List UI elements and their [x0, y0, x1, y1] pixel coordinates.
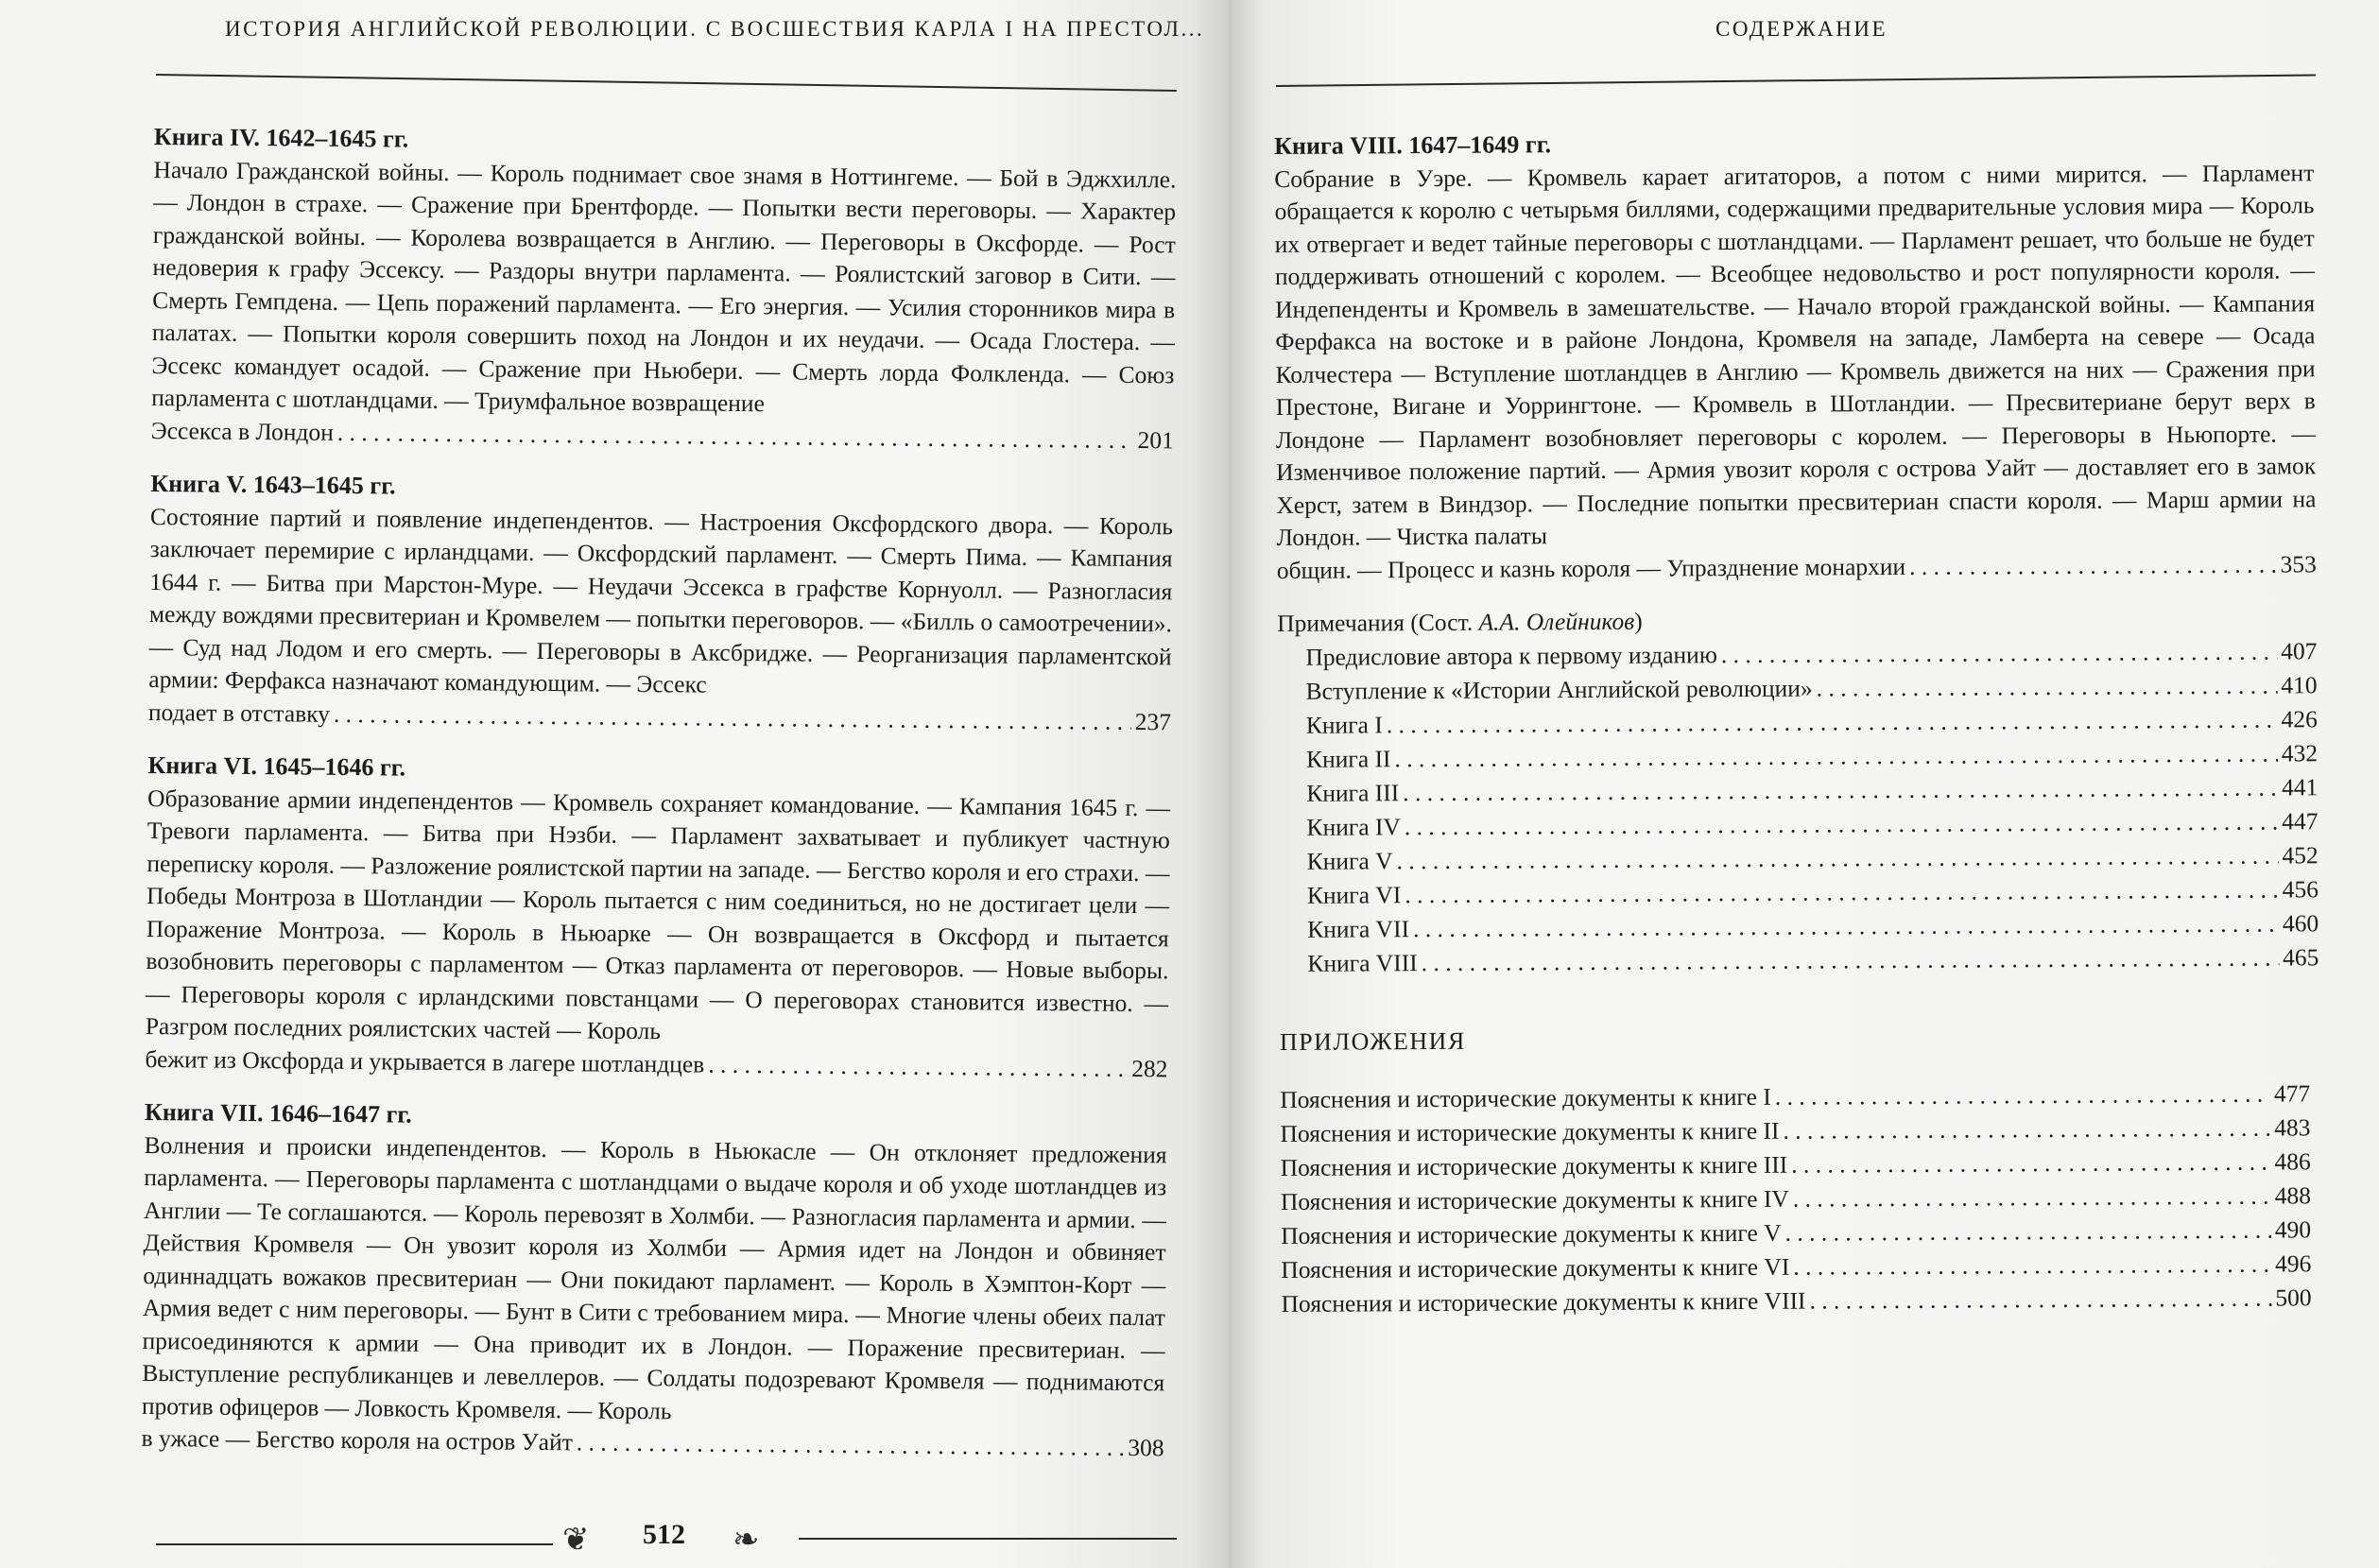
- dot-leader: [1394, 736, 2278, 776]
- right-running-head: СОДЕРЖАНИЕ: [1715, 17, 1888, 41]
- toc-book-5: [148, 468, 1174, 738]
- book-summary: Волнения и происки индепендентов. — Король в Ньюкасле — Он отклоняет предложения парламента. — Переговоры парламента с шотландцами о выдаче короля и об уходе шотландцев из Англии — Те соглашаются. — Король перевозят в Холмби. — Разногласия парламента и армии. — Действия Кромвеля — Он увозит короля из Холмби — Армия идет на Лондон и обвиняет одиннадцать вожаков пресвитериан — Они покидают парламент. — Король в Хэмптон-Корт — Армия ведет с ним переговоры. — Бунт в Сити с требованием мира. — Многие члены обеих палат присоединяются к армии — Она приводит их в Лондон. — Поражение пресвитериан. — Выступление республиканцев и левеллеров. — Солдаты подозревают Кромвеля — поднимаются против офицеров — Ловкость Кромвеля. — Король: [141, 1130, 1167, 1424]
- fleuron-ornament-icon: ❧: [733, 1523, 760, 1558]
- entry-label: Книга VIII: [1307, 948, 1418, 977]
- entry-page: 496: [2275, 1249, 2312, 1278]
- entry-label: Пояснения и исторические документы к книге I: [1280, 1082, 1771, 1113]
- entry-page: 452: [2282, 840, 2319, 869]
- entry-page: 488: [2274, 1181, 2311, 1210]
- appendices-heading: ПРИЛОЖЕНИЯ: [1279, 1026, 1466, 1056]
- notes-heading-close: ): [1634, 607, 1643, 635]
- dot-leader: [1793, 1180, 2271, 1216]
- entry-label: Пояснения и исторические документы к книге V: [1281, 1218, 1782, 1249]
- book-title: Книга VIII. 1647–1649 гг.: [1274, 130, 1552, 160]
- toc-book-4: [151, 121, 1177, 457]
- book-summary: Начало Гражданской войны. — Король поднимает свое знамя в Ноттингеме. — Бой в Эджхилле. — Лондон в страхе. — Сражение при Брентфорде. — Попытки вести переговоры. — Характер гражданской войны. — Королева возвращается в Англию. — Переговоры в Оксфорде. — Рост недоверия к графу Эссексу. — Раздоры внутри парламента. — Роялистский заговор в Сити. — Смерть Гемпдена. — Цепь поражений парламента. — Его энергия. — Усилия сторонников мира в палатах. — Попытки короля совершить поход на Лондон и их неудачи. — Осада Глостера. — Эссекс командует осадой. — Сражение при Ньюбери. — Смерть лорда Фолкленда. — Союз парламента с шотландцами. — Триумфальное возвращение: [151, 155, 1177, 418]
- entry-label: Предисловие автора к первому изданию: [1305, 640, 1717, 671]
- dot-leader: [1909, 548, 2277, 583]
- entry-page: 456: [2282, 874, 2319, 903]
- entry-page: 410: [2281, 670, 2318, 699]
- book-page-ref[interactable]: [1277, 548, 2317, 587]
- dot-leader: [1775, 1077, 2270, 1114]
- book-last-line: общин. — Процесс и казнь короля — Упразднение монархии: [1276, 552, 1906, 584]
- entry-page: 426: [2281, 704, 2318, 733]
- entry-page: 407: [2281, 636, 2318, 665]
- entry-page: 477: [2273, 1079, 2311, 1108]
- page-number: 353: [2280, 549, 2317, 578]
- dot-leader: [1783, 1111, 2270, 1148]
- dot-leader: [1793, 1248, 2271, 1284]
- entry-label: Книга III: [1306, 778, 1400, 807]
- book-summary: Собрание в Уэре. — Кромвель карает агитаторов, а потом с ними мирится. — Парламент обращается к королю с четырьмя биллями, содержащими предварительные условия мира — Король их отвергает и ведет тайные переговоры с шотландцами. — Парламент решает, что больше не будет поддерживать отношений с королем. — Всеобщее недовольство и рост популярности короля. — Индепенденты и Кромвель в замешательстве. — Начало второй гражданской войны. — Кампания Ферфакса на востоке и в районе Лондона, Кромвеля на западе, Ламберта на севере — Осада Колчестера — Вступление шотландцев в Англию — Кромвель движется на них — Сражения при Престоне, Вигане и Уоррингтоне. — Кромвель в Шотландии. — Пресвитериане берут верх в Лондоне — Парламент возобновляет переговоры с королем. — Переговоры в Ньюпорте. — Изменчивое положение партий. — Армия увозит короля с острова Уайт — доставляет его в замок Херст, затем в Виндзор. — Последние попытки пресвитериан спасти короля. — Марш армии на Лондон. — Чистка палаты: [1274, 158, 2317, 551]
- book-last-line: в ужасе — Бегство короля на остров Уайт: [141, 1423, 573, 1456]
- book-last-line: бежит из Оксфорда и укрывается в лагере шотландцев: [145, 1044, 705, 1078]
- book-title: Книга VI. 1645–1646 гг.: [147, 750, 406, 782]
- entry-page: 483: [2274, 1113, 2311, 1142]
- dot-leader: [1721, 634, 2278, 672]
- header-rule: [156, 74, 1177, 92]
- dot-leader: [1413, 906, 2279, 946]
- book-summary: Состояние партий и появление индепендентов. — Настроения Оксфордского двора. — Король заключает перемирие с ирландцами. — Оксфордский парламент. — Смерть Пима. — Кампания 1644 г. — Битва при Марстон-Муре. — Неудачи Эссекса в графстве Корнуолл. — Разногласия между вождями пресвитериан и Кромвелем — попытки переговоров. — «Билль о самоотречении». — Суд над Лодом и его смерть. — Переговоры в Аксбридже. — Реорганизация парламентской армии: Ферфакса назначают командующим. — Эссекс: [148, 502, 1174, 698]
- entry-label: Книга I: [1305, 710, 1383, 739]
- page-number: 201: [1137, 425, 1174, 454]
- notes-compiler: А.А. Олейников: [1478, 607, 1635, 636]
- entry-page: 432: [2281, 738, 2319, 767]
- right-toc-column: [1274, 124, 2321, 1321]
- toc-book-8: [1274, 124, 2317, 587]
- toc-book-6: [145, 750, 1170, 1085]
- book-title: Книга VII. 1646–1647 гг.: [144, 1097, 412, 1129]
- entry-label: Книга V: [1306, 846, 1393, 875]
- entry-label: Пояснения и исторические документы к книге II: [1280, 1116, 1780, 1147]
- dot-leader: [708, 1048, 1128, 1085]
- toc-book-7: [141, 1096, 1167, 1465]
- left-running-head: ИСТОРИЯ АНГЛИЙСКОЙ РЕВОЛЮЦИИ. С ВОСШЕСТВИЯ КАРЛА I НА ПРЕСТОЛ...: [225, 17, 1205, 41]
- footer-rule-right: [799, 1538, 1177, 1540]
- dot-leader: [1422, 940, 2280, 980]
- entry-page: 460: [2282, 908, 2319, 937]
- entry-page: 465: [2283, 942, 2319, 971]
- entry-page: 490: [2274, 1215, 2312, 1244]
- book-title: Книга IV. 1642–1645 гг.: [153, 122, 409, 153]
- notes-entry[interactable]: [1279, 940, 2319, 981]
- book-last-line: Эссекса в Лондон: [150, 416, 335, 446]
- entry-label: Вступление к «Истории Английской революции»: [1305, 674, 1813, 705]
- appendices-list: [1280, 1077, 2321, 1321]
- dot-leader: [337, 416, 1134, 457]
- book-last-line: подает в отставку: [147, 698, 331, 728]
- notes-heading-text: Примечания (Сост.: [1277, 608, 1474, 637]
- dot-leader: [1403, 770, 2278, 810]
- dot-leader: [1405, 872, 2279, 912]
- entry-label: Книга IV: [1306, 812, 1401, 841]
- dot-leader: [334, 698, 1131, 738]
- page-number: 308: [1128, 1433, 1164, 1462]
- notes-list: [1277, 634, 2319, 981]
- book-title: Книга V. 1643–1645 гг.: [150, 469, 396, 500]
- dot-leader: [1817, 668, 2278, 705]
- entry-label: Пояснения и исторические документы к книге IV: [1280, 1184, 1789, 1215]
- left-toc-column: [141, 121, 1177, 1486]
- entry-page: 441: [2281, 772, 2319, 801]
- footer-rule-left: [156, 1543, 553, 1545]
- entry-label: Пояснения и исторические документы к книге III: [1280, 1150, 1788, 1181]
- appendix-entry[interactable]: [1281, 1281, 2320, 1321]
- dot-leader: [1784, 1214, 2271, 1250]
- entry-page: 500: [2275, 1284, 2312, 1312]
- entry-label: Пояснения и исторические документы к книге VIII: [1281, 1286, 1806, 1318]
- fleuron-ornament-icon: ❦: [562, 1523, 590, 1558]
- dot-leader: [1809, 1282, 2271, 1318]
- entry-page: 486: [2274, 1147, 2311, 1176]
- page-number: 237: [1134, 707, 1172, 735]
- dot-leader: [1791, 1146, 2270, 1182]
- entry-page: 447: [2282, 806, 2319, 836]
- entry-label: Книга VI: [1306, 880, 1402, 909]
- book-summary: Образование армии индепендентов — Кромвель сохраняет командование. — Кампания 1645 г. — Тревоги парламента. — Битва при Нэзби. — Парламент захватывает и публикует частную переписку короля. — Разложение роялистской партии на западе. — Бегство короля и его страхи. — Победы Монтроза в Шотландии — Король пытается с ним соединиться, но не достигает цели — Поражение Монтроза. — Король в Ньюарке — Он возвращается в Оксфорд и пытается возобновить переговоры с парламентом — Отказ парламента от переговоров. — Новые выборы. — Переговоры короля с ирландскими повстанцами — О переговорах становится известно. — Разгром последних роялистских частей — Король: [145, 784, 1171, 1045]
- entry-label: Пояснения и исторические документы к книге VI: [1281, 1252, 1790, 1284]
- page-footer: [156, 1517, 1177, 1558]
- dot-leader: [1405, 804, 2279, 844]
- dot-leader: [1387, 702, 2278, 742]
- dot-leader: [1396, 838, 2278, 878]
- dot-leader: [577, 1426, 1125, 1464]
- entry-label: Книга VII: [1307, 914, 1410, 943]
- page-number: 282: [1131, 1054, 1168, 1082]
- folio-page-number: 512: [643, 1519, 685, 1550]
- entry-label: Книга II: [1305, 744, 1391, 773]
